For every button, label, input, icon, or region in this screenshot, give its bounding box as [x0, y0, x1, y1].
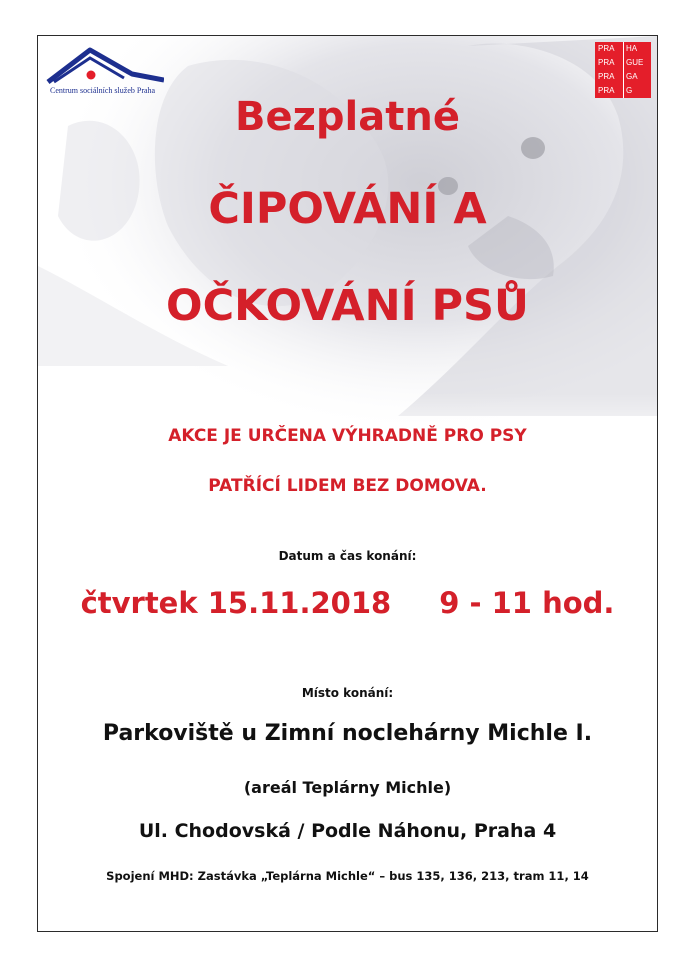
headline-chipping: ČIPOVÁNÍ A [208, 184, 487, 234]
prague-logo [595, 42, 651, 98]
logo-cell: G [626, 86, 633, 95]
css-praha-logo [44, 42, 164, 100]
logo-label: Centrum sociálních služeb Praha [50, 86, 156, 95]
event-date: čtvrtek 15.11.2018 [80, 586, 392, 620]
notice-line-2: PATŘÍCÍ LIDEM BEZ DOMOVA. [208, 476, 487, 496]
datetime-value [38, 586, 657, 620]
place-name: Parkoviště u Zimní noclehárny Michle I. [102, 721, 593, 746]
logo-cell: HA [626, 44, 638, 53]
place-label: Místo konání: [301, 686, 394, 700]
logo-cell: PRA [598, 86, 615, 95]
place-street: Ul. Chodovská / Podle Náhonu, Praha 4 [138, 820, 557, 842]
place-area: (areál Teplárny Michle) [243, 778, 452, 797]
logo-cell: PRA [598, 58, 615, 67]
logo-cell: GUE [626, 58, 644, 67]
logo-cell: GA [626, 72, 638, 81]
logo-cell: PRA [598, 44, 615, 53]
datetime-label: Datum a čas konání: [278, 549, 417, 563]
notice-line-1: AKCE JE URČENA VÝHRADNĚ PRO PSY [168, 426, 527, 446]
transit-info: Spojení MHD: Zastávka „Teplárna Michle“ – bus 135, 136, 213, tram 11, 14 [106, 869, 589, 883]
roof-icon [44, 42, 164, 88]
headline-vaccination: OČKOVÁNÍ PSŮ [166, 281, 529, 331]
headline-free: Bezplatné [235, 94, 460, 140]
poster [37, 35, 658, 932]
event-time: 9 - 11 hod. [439, 586, 615, 620]
logo-cell: PRA [598, 72, 615, 81]
